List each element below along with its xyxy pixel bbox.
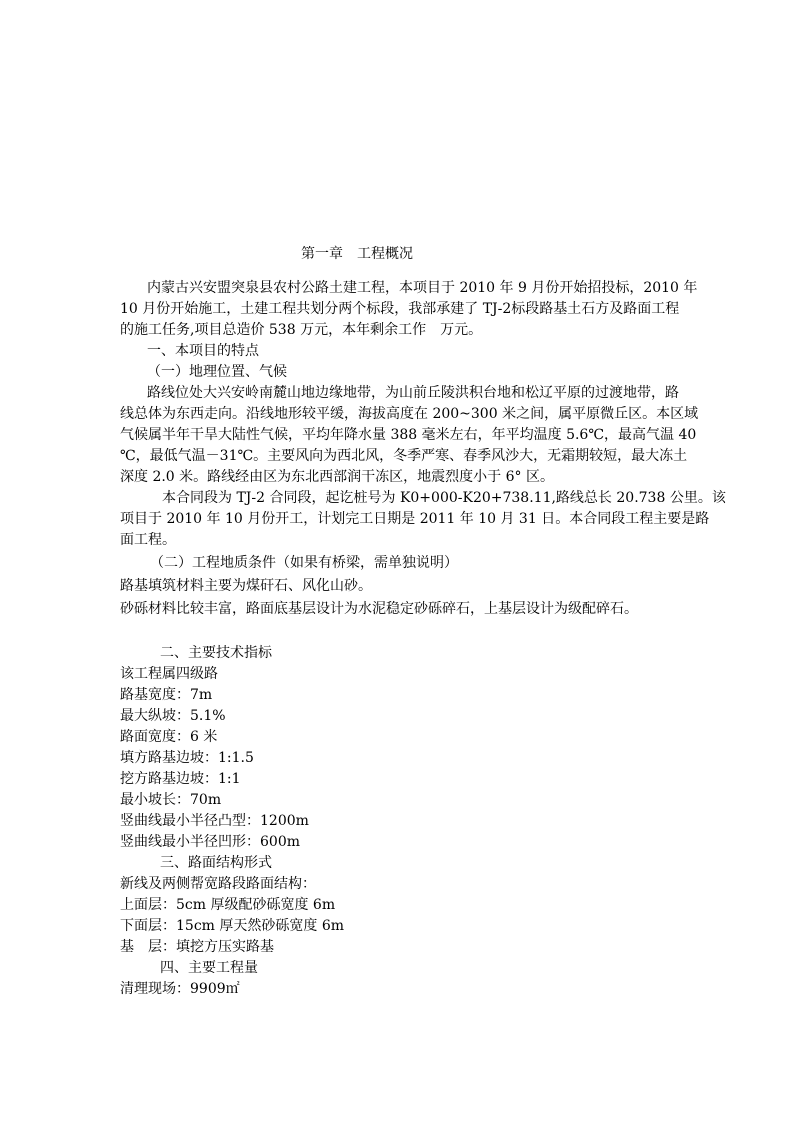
subsection-heading: （一）地理位置、气候 [147, 364, 287, 380]
paragraph-line: 项目于 2010 年 10 月份开工，计划完工日期是 2011 年 10 月 31 日。本合同段工程主要是路 [120, 511, 710, 527]
paragraph-line: 10 月份开始施工，土建工程共划分两个标段，我部承建了 TJ-2标段路基土石方及路面工程 [120, 301, 680, 317]
subsection-heading: （二）工程地质条件（如果有桥梁，需单独说明） [150, 555, 458, 571]
spec-line: 该工程属四级路 [120, 666, 218, 682]
spec-line: 路面宽度：6 米 [120, 729, 218, 745]
spec-line: 最小坡长：70m [120, 792, 222, 808]
section-heading: 二、主要技术指标 [160, 645, 272, 661]
paragraph-line: 路线位处大兴安岭南麓山地边缘地带，为山前丘陵洪积台地和松辽平原的过渡地带，路 [147, 385, 679, 401]
section-heading: 三、路面结构形式 [160, 855, 272, 871]
paragraph-line: 气候属半年干旱大陆性气候，平均年降水量 388 毫米左右，年平均温度 5.6℃，最高气温 40 [120, 427, 697, 443]
paragraph-line: 本合同段为 TJ-2 合同段，起讫桩号为 K0+000-K20+738.11,路线总长 20.738 公里。该 [162, 490, 726, 506]
paragraph-line: 面工程。 [120, 532, 176, 548]
chapter-title: 第一章 工程概况 [301, 246, 413, 262]
paragraph-line: 砂砾材料比较丰富，路面底基层设计为水泥稳定砂砾碎石，上基层设计为级配碎石。 [120, 601, 638, 617]
spec-line: 竖曲线最小半径凸型：1200m [120, 813, 309, 829]
spec-line: 新线及两侧帮宽路段路面结构： [120, 876, 316, 892]
section-heading: 一、本项目的特点 [147, 343, 259, 359]
spec-line: 挖方路基边坡：1:1 [120, 771, 241, 787]
spec-line: 清理现场：9909㎡ [120, 981, 240, 997]
spec-line: 上面层：5cm 厚级配砂砾宽度 6m [120, 897, 336, 913]
paragraph-line: 路基填筑材料主要为煤矸石、风化山砂。 [120, 578, 372, 594]
spec-line: 基 层：填挖方压实路基 [120, 939, 274, 955]
paragraph-line: 的施工任务,项目总造价 538 万元，本年剩余工作 万元。 [120, 322, 483, 338]
spec-line: 最大纵坡：5.1% [120, 708, 226, 724]
spec-line: 竖曲线最小半径凹形：600m [120, 834, 300, 850]
paragraph-line: 深度 2.0 米。路线经由区为东北西部润干冻区，地震烈度小于 6° 区。 [120, 469, 554, 485]
spec-line: 下面层：15cm 厚天然砂砾宽度 6m [120, 918, 345, 934]
spec-line: 填方路基边坡：1:1.5 [120, 750, 254, 766]
spec-line: 路基宽度：7m [120, 687, 213, 703]
paragraph-line: 内蒙古兴安盟突泉县农村公路土建工程，本项目于 2010 年 9 月份开始招投标，2010 年 [147, 280, 698, 296]
section-heading: 四、主要工程量 [160, 960, 258, 976]
paragraph-line: ℃，最低气温－31℃。主要风向为西北风，冬季严寒、春季风沙大，无霜期较短，最大冻土 [120, 448, 688, 464]
paragraph-line: 线总体为东西走向。沿线地形较平缓，海拔高度在 200~300 米之间，属平原微丘区。本区域 [120, 406, 699, 422]
